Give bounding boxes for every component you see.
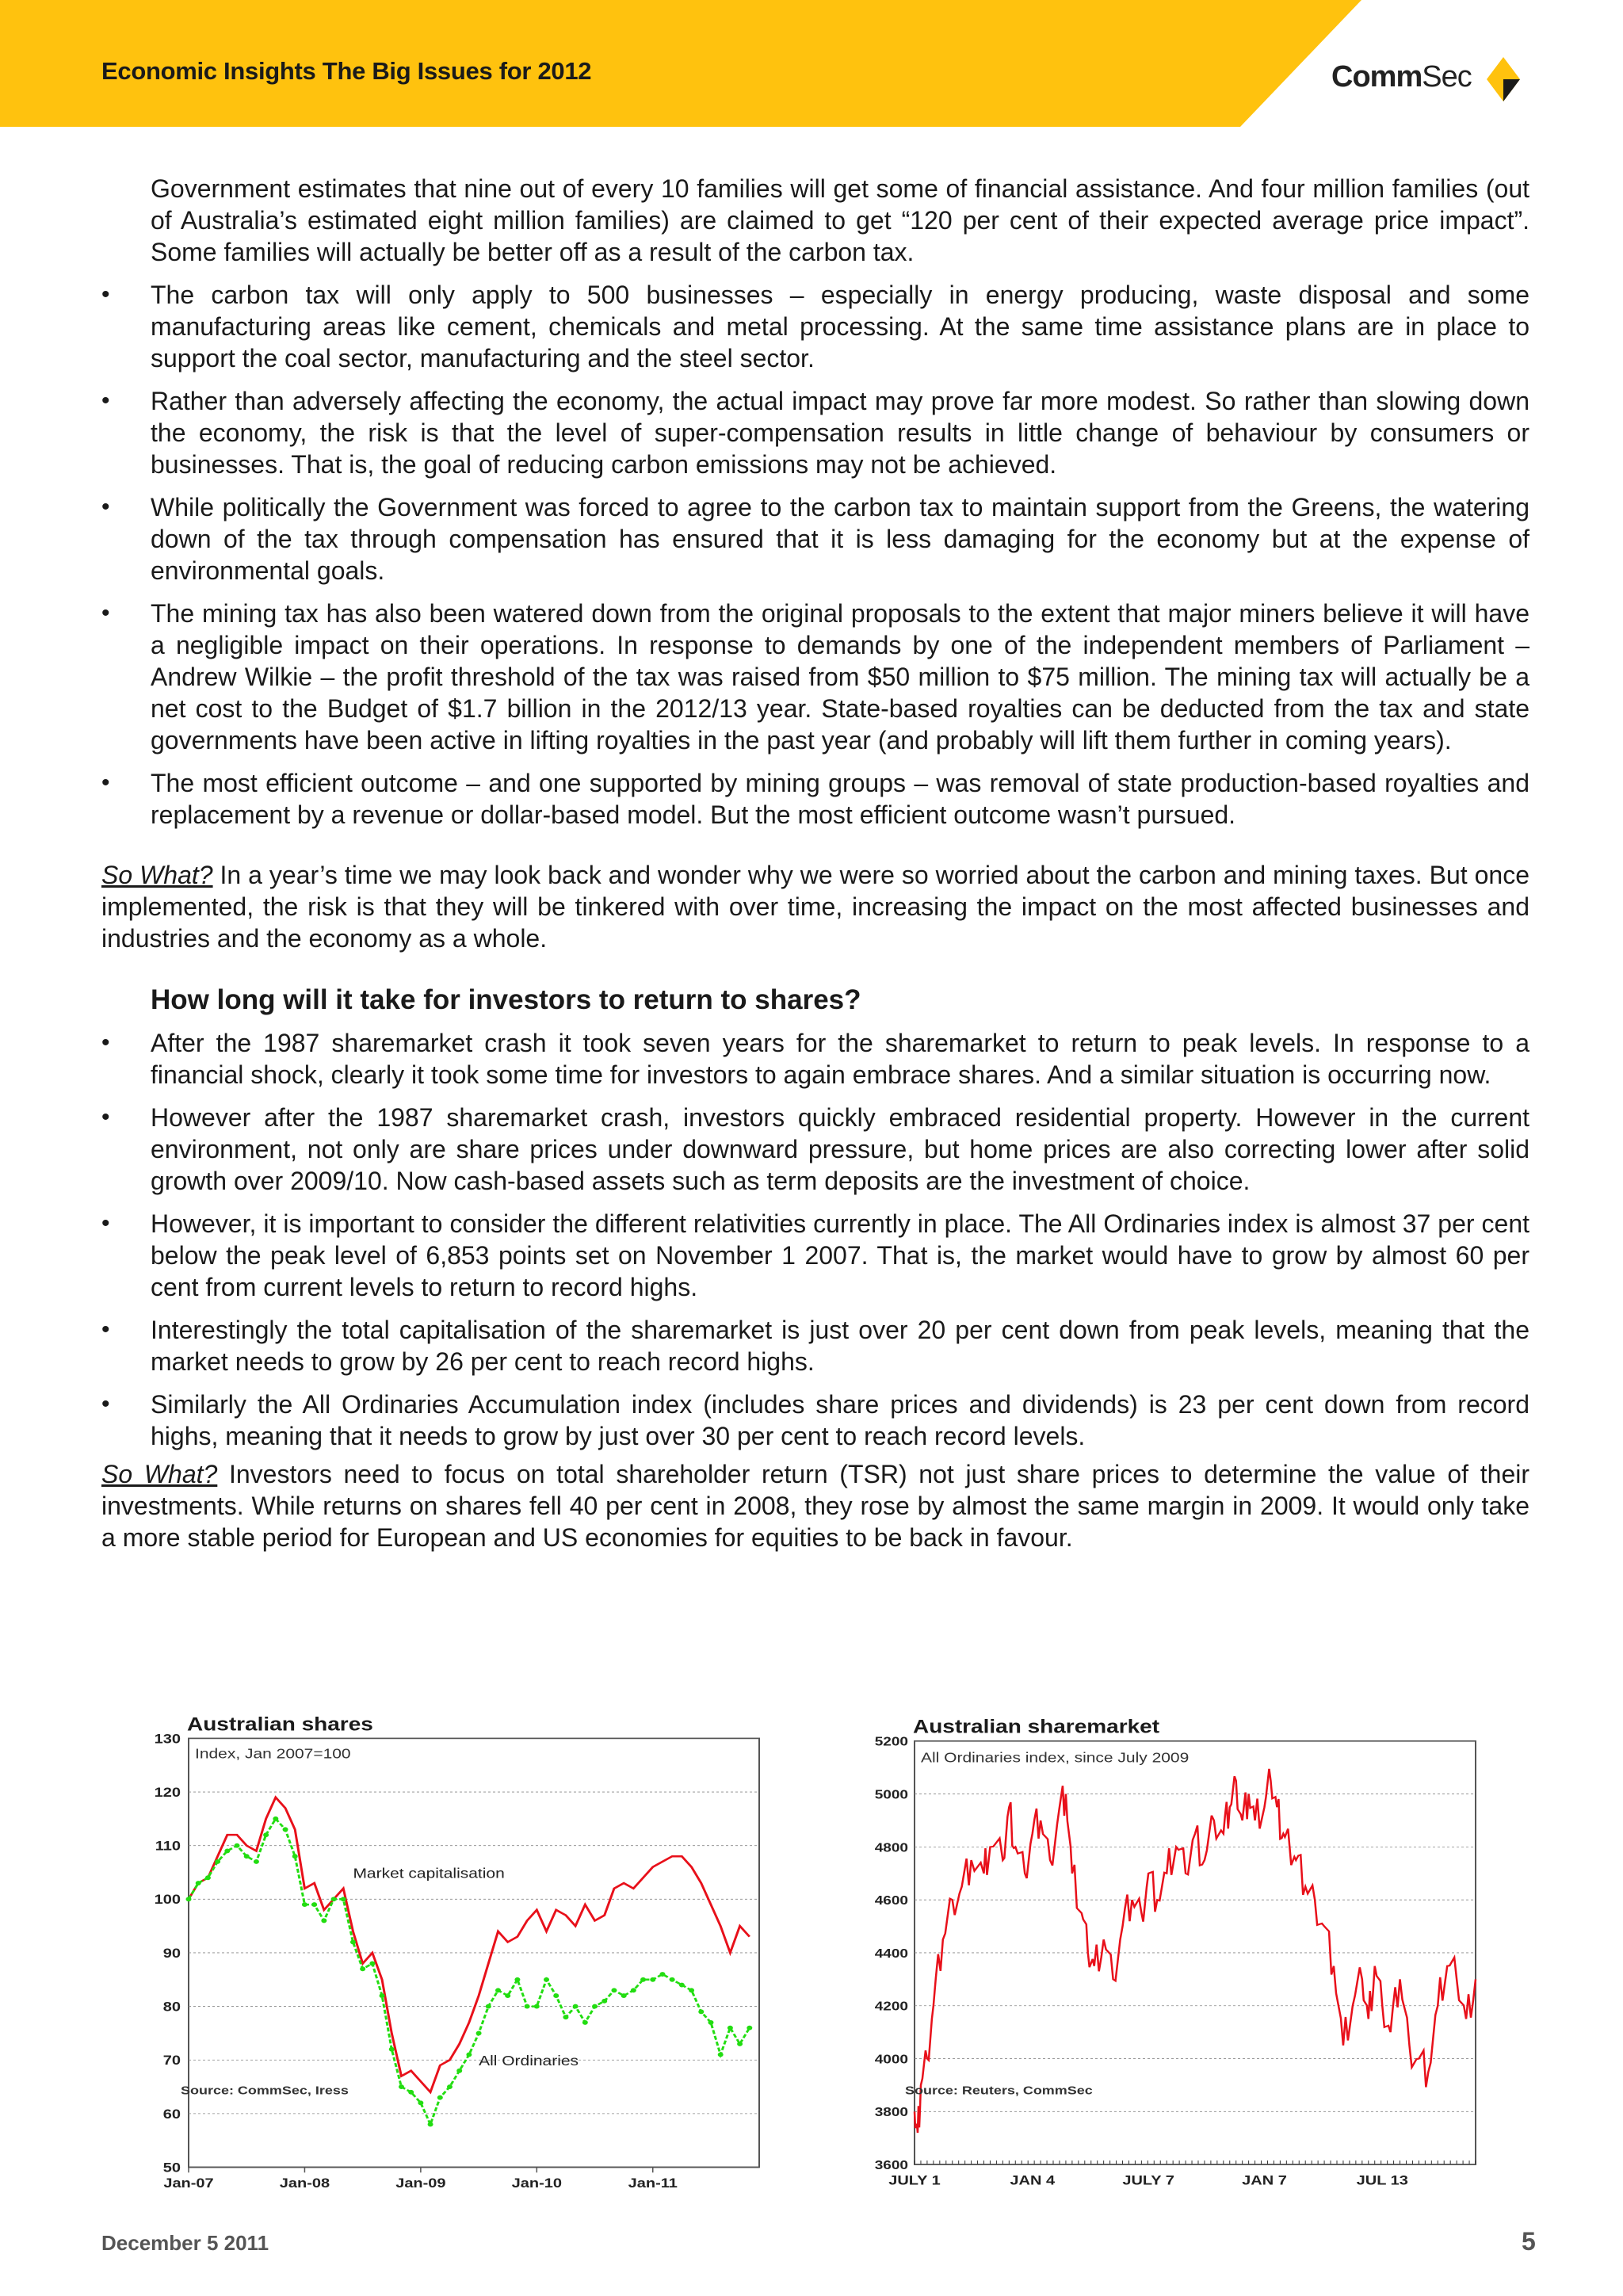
data-point	[592, 2004, 598, 2009]
y-tick-label: 90	[162, 1945, 181, 1961]
so-what-paragraph-1: So What? In a year’s time we may look back and wonder why we were so worried about the carbon and mining taxes. But once implemented, the risk is that they will be tinkered with over time, increasing the impact on the most affected businesses and industries and the economy as a whole.	[101, 861, 1530, 953]
data-point	[573, 2004, 579, 2009]
data-point	[611, 1988, 617, 1992]
series-line-all-ordinaries	[915, 1769, 1476, 2133]
data-point	[553, 1993, 559, 1998]
data-point	[331, 1897, 337, 1901]
y-tick-label: 4600	[874, 1893, 908, 1908]
data-point	[514, 1977, 520, 1982]
x-tick-label: JAN 7	[1242, 2172, 1287, 2188]
series-label: Market capitalisation	[353, 1865, 505, 1881]
chart-title: Australian shares	[187, 1714, 373, 1735]
data-point	[350, 1939, 356, 1944]
investor-bullets	[101, 1027, 1529, 1452]
data-point	[254, 1859, 259, 1864]
data-point	[737, 2042, 743, 2046]
y-tick-label: 4800	[874, 1839, 908, 1855]
data-point	[205, 1875, 211, 1880]
data-point	[428, 2122, 433, 2126]
data-point	[708, 2020, 713, 2025]
page-header	[0, 0, 1623, 127]
list-item: • Similarly the All Ordinaries Accumulation index (includes share prices and dividends) is 23 per cent down from record highs, meaning that it needs to grow by just over 30 per cent to reach record levels.	[101, 1389, 1529, 1452]
data-point	[476, 2030, 482, 2035]
series-lines	[915, 1769, 1476, 2133]
carbon-tax-bullets	[101, 279, 1529, 831]
data-point	[689, 1988, 694, 1992]
list-item: • Interestingly the total capitalisation of the sharemarket is just over 20 per cent down from peak levels, meaning that the market needs to grow by 26 per cent to reach record highs.	[101, 1314, 1529, 1377]
data-point	[380, 1993, 385, 1998]
data-point	[525, 2004, 530, 2009]
list-item: • The most efficient outcome – and one supported by mining groups – was removal of state production-based royalties and replacement by a revenue or dollar-based model. But the most efficient outcome wasn’t pursued.	[101, 767, 1529, 831]
page-number: 5	[1522, 2227, 1536, 2256]
so-what-paragraph-2: So What? Investors need to focus on total shareholder return (TSR) not just share prices to determine the value of their investments. While returns on shares fell 40 per cent in 2008, they rose by almost the same margin in 2009. It would only take a more stable period for European and US economies for equities to be back in favour.	[101, 1460, 1530, 1552]
data-point	[727, 2026, 733, 2030]
list-item: • After the 1987 sharemarket crash it took seven years for the sharemarket to return to peak levels. In response to a financial shock, clearly it took some time for investors to again embrace shares. And a similar situation is occurring now.	[101, 1027, 1529, 1091]
data-point	[582, 2020, 588, 2025]
y-tick-label: 70	[162, 2052, 181, 2068]
data-point	[466, 2053, 472, 2057]
data-point	[621, 1993, 627, 1998]
x-tick-label: Jan-08	[279, 2175, 330, 2191]
data-point	[418, 2100, 423, 2105]
x-tick-label: JAN 4	[1010, 2172, 1056, 2188]
data-point	[601, 1999, 607, 2004]
data-point	[718, 2053, 724, 2057]
chart-australian-shares	[151, 1710, 785, 2191]
y-tick-label: 130	[154, 1730, 181, 1746]
y-tick-label: 100	[154, 1891, 181, 1907]
data-point	[263, 1832, 269, 1837]
y-tick-labels	[155, 1731, 181, 2175]
data-point	[321, 1918, 327, 1923]
series-label: All Ordinaries	[479, 2053, 579, 2069]
data-point	[650, 1977, 655, 1982]
chart-title: Australian sharemarket	[913, 1717, 1160, 1738]
data-point	[196, 1881, 201, 1885]
so-what-label: So What?	[101, 861, 213, 889]
y-tick-labels	[875, 1734, 908, 2172]
y-tick-label: 3600	[874, 2157, 908, 2172]
list-item: • However after the 1987 sharemarket crash, investors quickly embraced residential property. However in the current environment, not only are share prices under downward pressure, but home prices are also correcting lower after solid growth over 2009/10. Now cash-based assets such as term deposits are the investment of choice.	[101, 1102, 1529, 1197]
chart-source: Source: CommSec, Iress	[181, 2083, 349, 2098]
footer-date: December 5 2011	[101, 2231, 269, 2255]
list-item: • Rather than adversely affecting the economy, the actual impact may prove far more modest. So rather than slowing down the economy, the risk is that the level of super-compensation results in little change of behaviour by consumers or businesses. That is, the goal of reducing carbon emissions may not be achieved.	[101, 385, 1529, 480]
grid-lines	[915, 1794, 1476, 2165]
x-tick-label: Jan-09	[395, 2175, 446, 2191]
data-point	[495, 1988, 501, 1992]
data-point	[408, 2090, 414, 2095]
data-point	[698, 2009, 704, 2014]
so-what-label: So What?	[101, 1460, 218, 1488]
data-point	[505, 1993, 510, 1998]
x-tick-label: JULY 7	[1122, 2172, 1174, 2188]
x-tick-label: Jan-07	[163, 2175, 214, 2191]
data-point	[302, 1902, 307, 1907]
data-point	[186, 1897, 192, 1901]
data-point	[534, 2004, 540, 2009]
grid-lines	[189, 1792, 759, 2172]
data-point	[389, 2047, 395, 2052]
series-line-all-ordinaries	[189, 1819, 750, 2125]
data-point	[659, 1972, 665, 1977]
data-point	[360, 1966, 365, 1971]
data-point	[679, 1983, 685, 1988]
x-tick-label: Jan-11	[628, 2175, 678, 2191]
data-point	[273, 1817, 278, 1821]
data-point	[456, 2069, 462, 2073]
chart-source: Source: Reuters, CommSec	[905, 2083, 1093, 2098]
list-item: • The mining tax has also been watered down from the original proposals to the extent that major miners believe it will have a negligible impact on their operations. In response to demands by one of the independent members of Parliament – Andrew Wilkie – the profit threshold of the tax was raised from $50 million to $75 million. The mining tax will actually be a net cost to the Budget of $1.7 billion in the 2012/13 year. State-based royalties can be deducted from the tax and state governments have been active in lifting royalties in the past year (and probably will lift them further in coming years).	[101, 598, 1529, 756]
data-point	[544, 1977, 549, 1982]
data-point	[235, 1843, 240, 1848]
data-point	[670, 1977, 675, 1982]
chart-australian-shares-svg	[151, 1710, 785, 2191]
y-tick-label: 110	[155, 1838, 181, 1854]
chart-australian-sharemarket-svg	[864, 1710, 1498, 2188]
y-tick-label: 80	[162, 1999, 181, 2015]
data-point	[447, 2084, 453, 2089]
data-point	[437, 2095, 443, 2100]
data-point	[640, 1977, 646, 1982]
list-item: • However, it is important to consider the different relativities currently in place. The All Ordinaries index is almost 37 per cent below the peak level of 6,853 points set on November 1 2007. That is, the market would have to grow by almost 60 per cent from current levels to return to record highs.	[101, 1208, 1529, 1303]
intro-paragraph: Government estimates that nine out of every 10 families will get some of financial assistance. And four million families (out of Australia’s estimated eight million families) are claimed to get “120 per cent of their expected average price impact”. Some families will actually be better off as a result of the carbon tax.	[151, 174, 1529, 266]
y-tick-label: 50	[162, 2159, 181, 2176]
data-point	[224, 1848, 230, 1853]
y-tick-label: 60	[162, 2106, 181, 2122]
y-tick-label: 120	[154, 1784, 181, 1800]
data-point	[244, 1854, 250, 1859]
y-tick-label: 4400	[874, 1946, 908, 1961]
list-item: • While politically the Government was forced to agree to the carbon tax to maintain support from the Greens, the watering down of the tax through compensation has ensured that it is less damaging for the economy but at the expense of environmental goals.	[101, 491, 1529, 586]
data-point	[563, 2015, 568, 2019]
section-heading: How long will it take for investors to return to shares?	[151, 984, 861, 1015]
chart-subtitle: All Ordinaries index, since July 2009	[921, 1750, 1190, 1767]
chart-australian-sharemarket	[864, 1710, 1498, 2188]
chart-subtitle: Index, Jan 2007=100	[195, 1746, 351, 1763]
x-tick-label: JULY 1	[888, 2172, 941, 2188]
y-tick-label: 4000	[874, 2051, 908, 2067]
series-line-market-capitalisation	[189, 1797, 750, 2092]
article-body	[101, 173, 1529, 1553]
commsec-logo	[1331, 55, 1537, 103]
x-tick-labels	[888, 2172, 1408, 2187]
x-tick-label: JUL 13	[1356, 2172, 1408, 2188]
data-point	[631, 1988, 636, 1992]
data-point	[215, 1859, 220, 1864]
data-point	[311, 1902, 317, 1907]
y-tick-label: 3800	[874, 2104, 908, 2119]
data-point	[341, 1897, 346, 1901]
logo-diamond-icon	[1485, 55, 1522, 103]
list-item: • The carbon tax will only apply to 500 businesses – especially in energy producing, waste disposal and some manufacturing areas like cement, chemicals and metal processing. At the same time assistance plans are in place to support the coal sector, manufacturing and the steel sector.	[101, 279, 1529, 374]
header-title: Economic Insights The Big Issues for 2012	[101, 57, 592, 85]
y-tick-label: 4200	[874, 1999, 908, 2014]
x-tick-label: Jan-10	[511, 2175, 562, 2191]
data-point	[747, 2026, 752, 2030]
data-point	[292, 1854, 298, 1859]
y-tick-label: 5000	[874, 1786, 908, 1802]
data-point	[399, 2084, 404, 2089]
data-point	[486, 2004, 491, 2009]
logo-text: CommSec	[1331, 60, 1472, 94]
x-tick-labels	[163, 2175, 678, 2190]
series-lines	[186, 1797, 753, 2127]
data-point	[283, 1827, 288, 1832]
y-tick-label: 5200	[874, 1734, 908, 1749]
data-point	[369, 1962, 375, 1966]
